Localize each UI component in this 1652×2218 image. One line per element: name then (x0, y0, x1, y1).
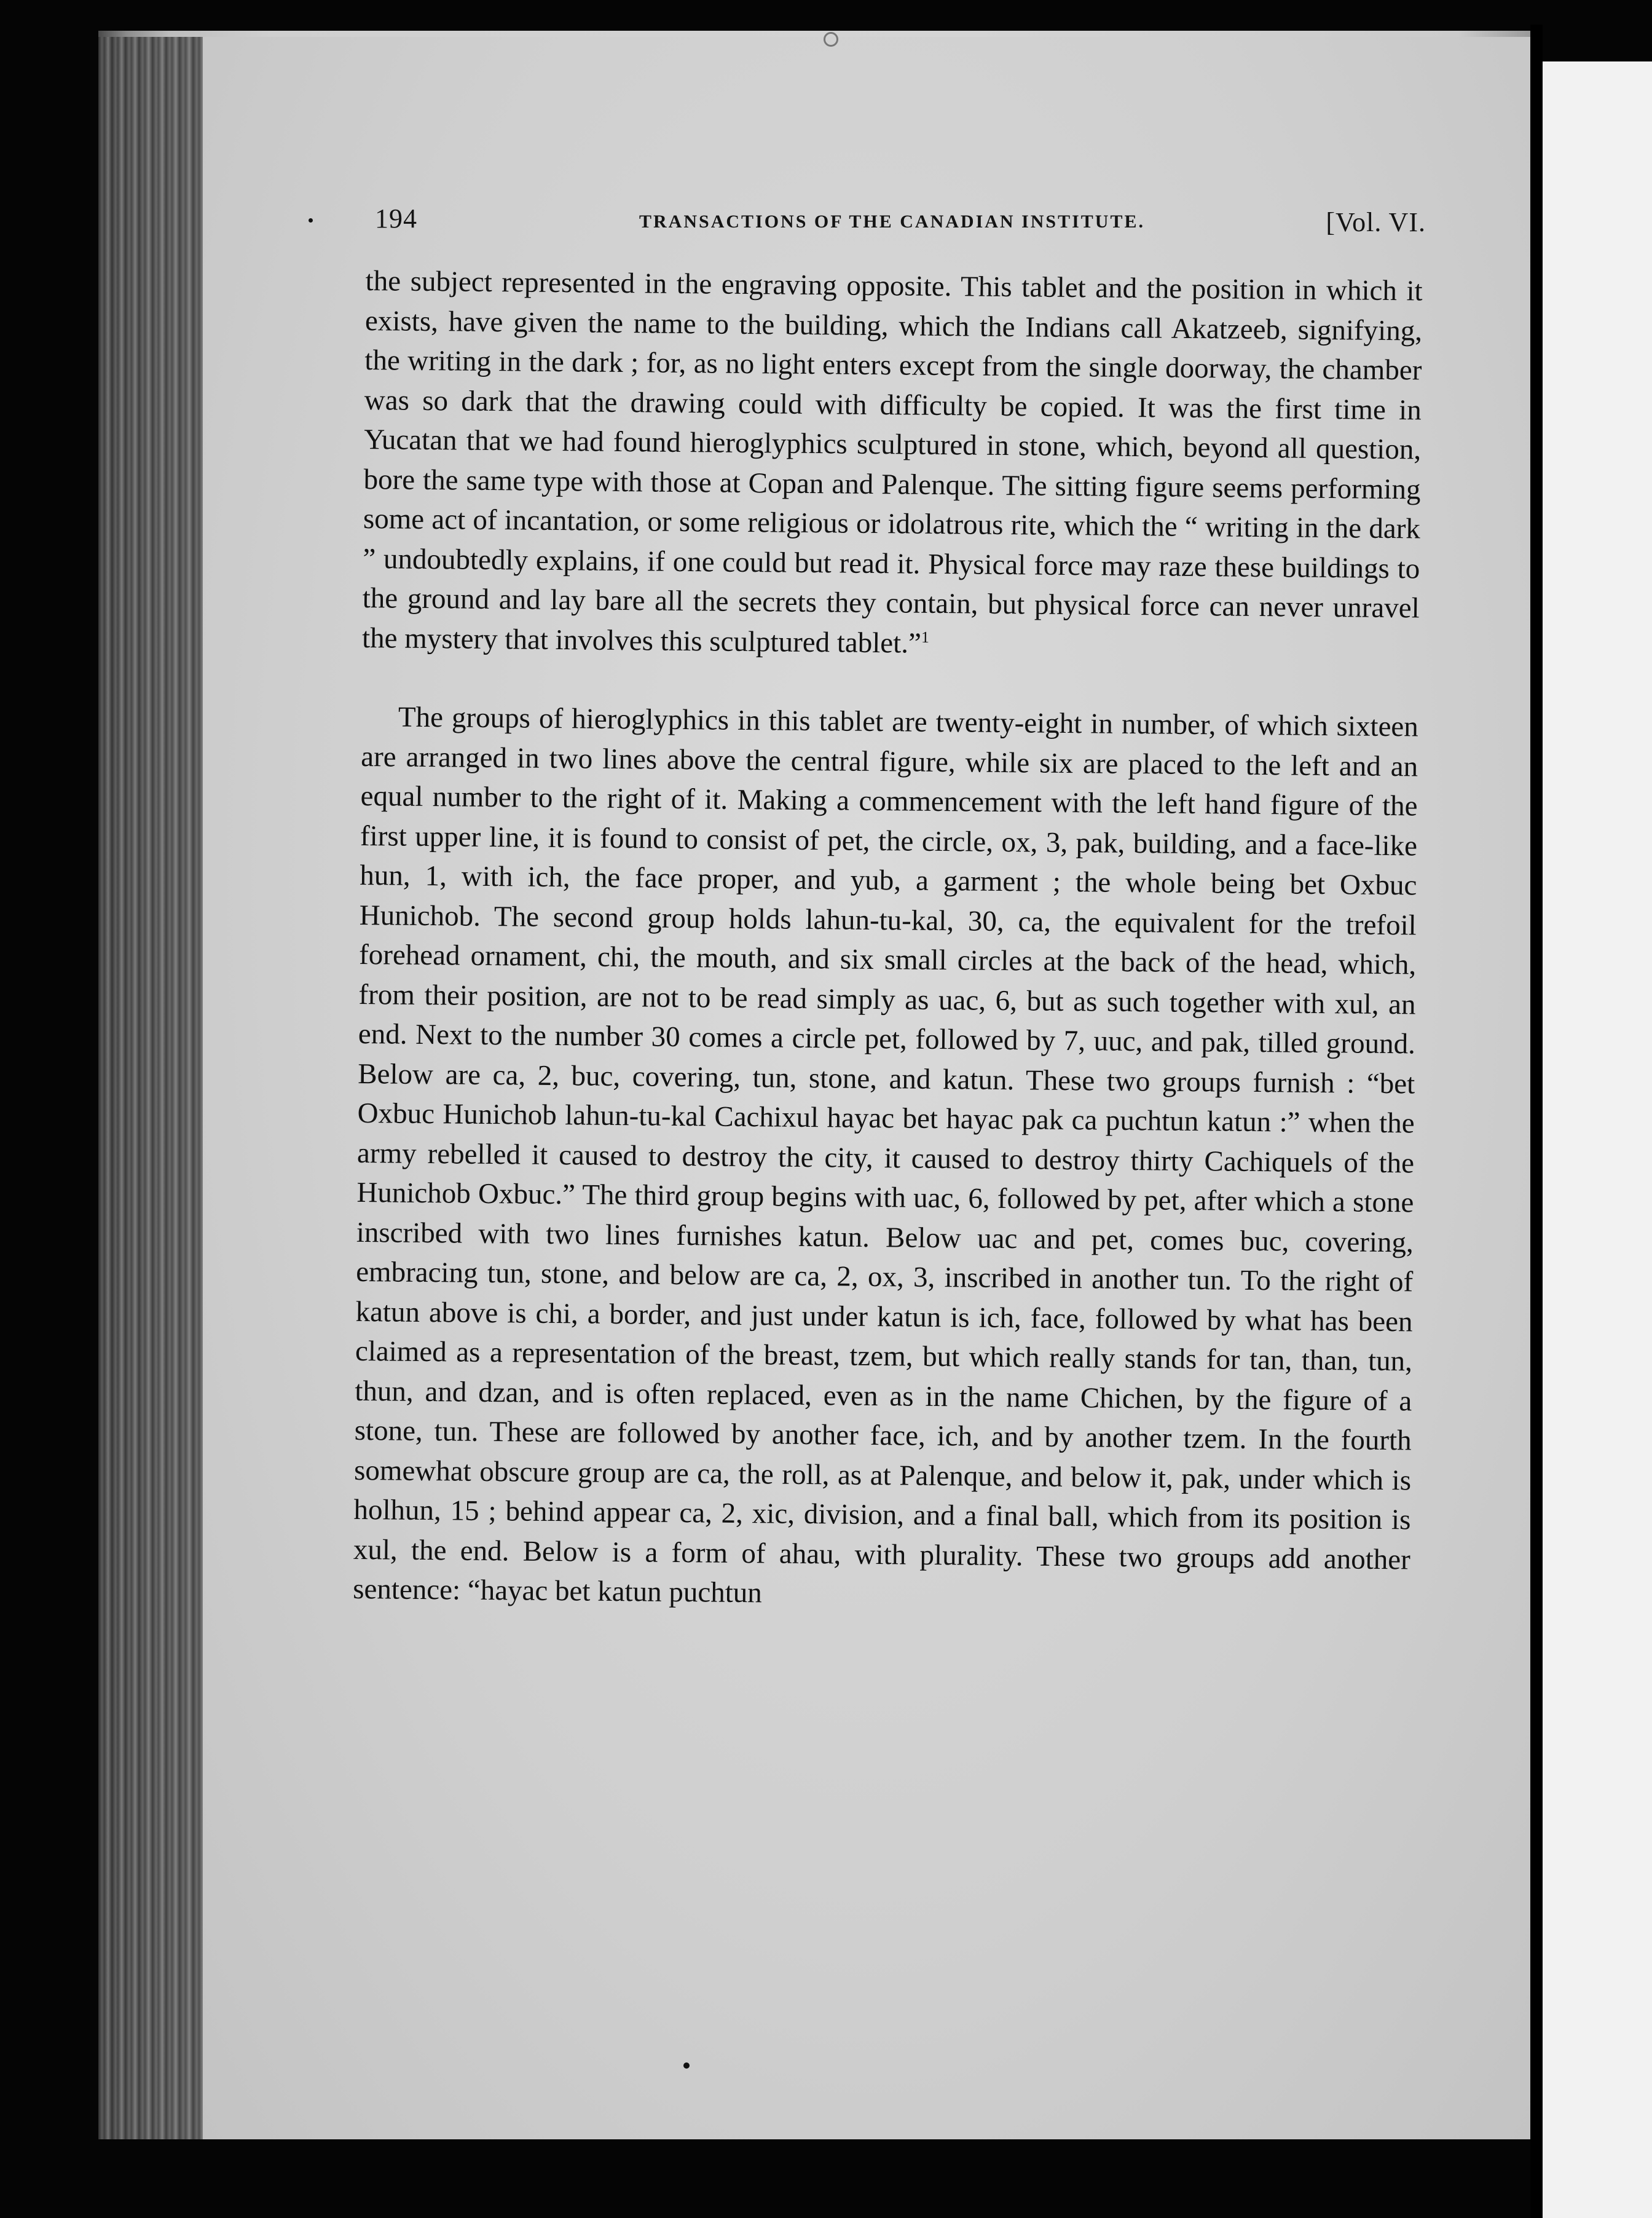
paragraph-1-text: the subject represented in the engraving opposite. This tablet and the position in which it exists, have given the name to the building, which the Indians call Akatzeeb, signifying, the writing in the dark ; for, as no light enters except from the single doorway, the chamber was so dark that the drawing could with difficulty be copied. It was the first time in Yucatan that we had found hieroglyphics sculptured in stone, which, beyond all question, bore the same type with those at Copan and Palenque. The sitting figure seems performing some act of incantation, or some religious or idolatrous rite, which the “ writing in the dark ” undoubtedly explains, if one could but read it. Physical force may raze these buildings to the ground and lay bare all the secrets they contain, but physical force can never unravel the mystery that involves this sculptured tablet.” (361, 264, 1423, 660)
paragraph-1 (362, 261, 1423, 668)
running-title: TRANSACTIONS OF THE CANADIAN INSTITUTE. (639, 211, 1145, 232)
binding-edges (98, 37, 203, 2139)
paragraph-2: The groups of hieroglyphics in this tablet are twenty-eight in number, of which sixteen are arranged in two lines above the central figure, while six are placed to the left and an equal number to the right of it. Making a commencement with the left hand figure of the first upper line, it is found to consist of pet, the circle, ox, 3, pak, building, and a face-like hun, 1, with ich, the face proper, and yub, a garment ; the whole being bet Oxbuc Hunichob. The second group holds lahun-tu-kal, 30, ca, the equivalent for the trefoil forehead ornament, chi, the mouth, and six small circles at the back of the head, which, from their position, are not to be read simply as uac, 6, but as such together with xul, an end. Next to the number 30 comes a circle pet, followed by 7, uuc, and pak, tilled ground. Below are ca, 2, buc, covering, tun, stone, and katun. These two groups furnish : “bet Oxbuc Hunichob lahun-tu-kal Cachixul hayac bet hayac pak ca puchtun katun :” when the army rebelled it caused to destroy the city, it caused to destroy thirty Cachiquels of the Hunichob Oxbuc.” The third group begins with uac, 6, followed by pet, after which a stone inscribed with two lines furnishes katun. Below uac and pet, comes buc, covering, embracing tun, stone, and below are ca, 2, ox, 3, inscribed in another tun. To the right of katun above is chi, a border, and just under katun is ich, face, followed by what has been claimed as a representation of the breast, tzem, but which really stands for tan, than, tun, thun, and dzan, and is often replaced, even as in the name Chichen, by the figure of a stone, tun. These are followed by another face, ich, and by another tzem. In the fourth somewhat obscure group are ca, the roll, as at Palenque, and below it, pak, under which is holhun, 15 ; behind appear ca, 2, xic, division, and a final ball, which from its position is xul, the end. Below is a form of ahau, with plurality. These two groups add another sentence: “hayac bet katun puchtun (353, 701, 1419, 1609)
running-header (375, 203, 1426, 246)
volume-label: [Vol. VI. (1326, 207, 1426, 237)
footnote-marker: 1 (921, 628, 930, 646)
scan-speck (824, 32, 838, 47)
scan-speck (309, 218, 313, 223)
scan-speck (683, 2062, 690, 2069)
facing-page-edge (1543, 61, 1652, 2218)
page-gutter (1530, 25, 1543, 2218)
page-number: 194 (375, 203, 417, 234)
page-body (353, 261, 1423, 1619)
